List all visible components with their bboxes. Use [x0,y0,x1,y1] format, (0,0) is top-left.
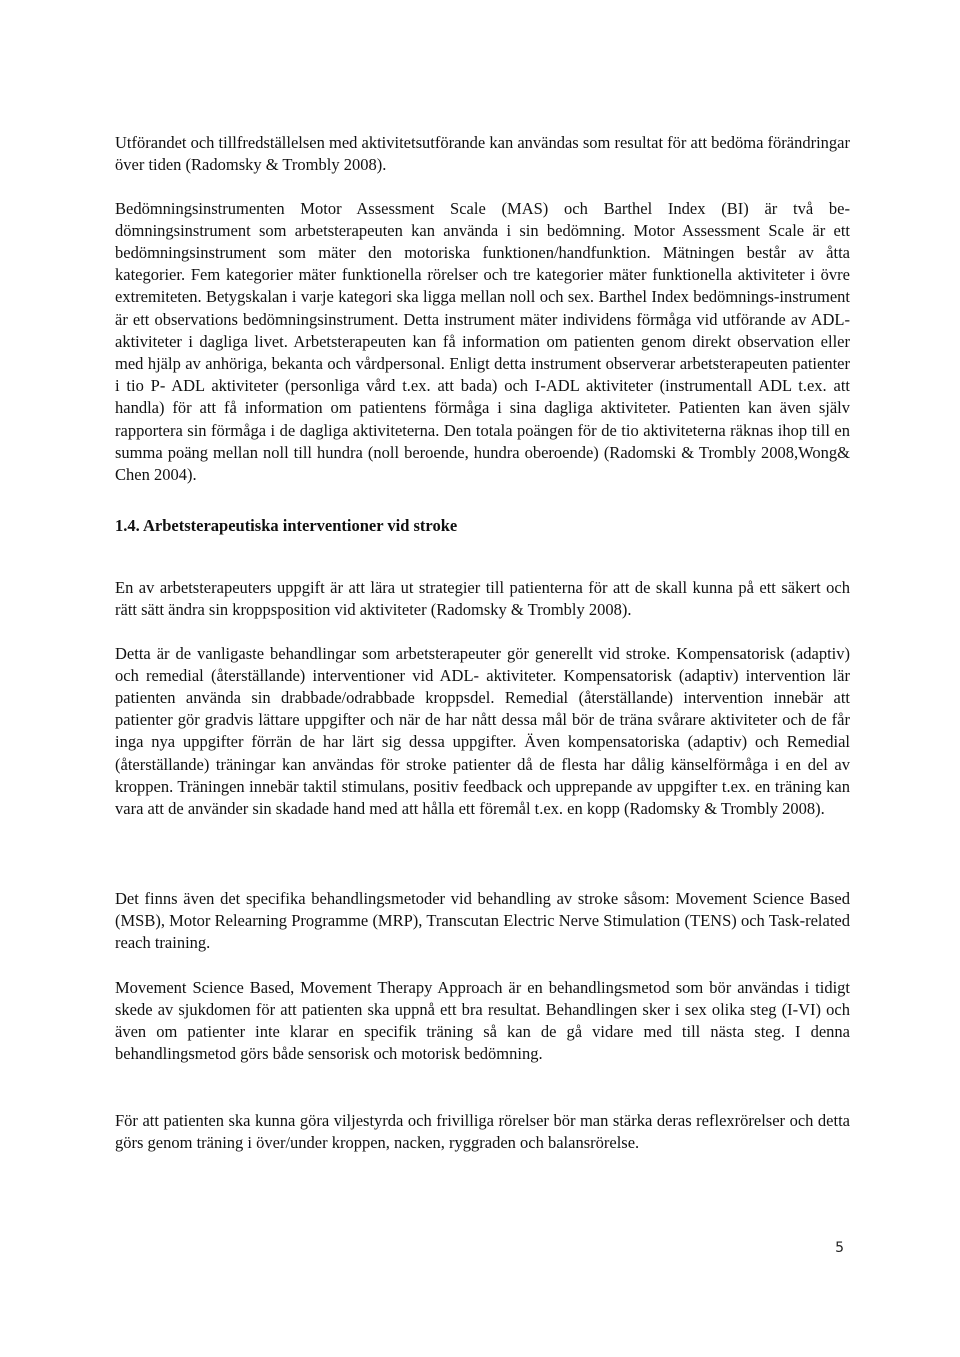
paragraph-specific-methods: Det finns även det specifika behandlingsmetoder vid behandling av stroke såsom: Movement Science Based (MSB), Motor Relearning Programme (MRP), Transcutan Electric Nerve Stimulation (TENS) och Task-related reach training. [115,888,850,952]
paragraph-assessment-instruments: Bedömningsinstrumenten Motor Assessment Scale (MAS) och Barthel Index (BI) är två bedömningsinstrument som arbetsterapeuten kan använda i sin bedömning. Motor Assessment Scale är ett bedömningsinstrument som mäter den motoriska funktionen/handfunktion. Mätningen består av åtta kategorier. Fem kategorier mäter funktionella rörelser och tre kategorier mäter funktionella aktiviteter i övre extremiteten. Betygskalan i varje kategori ska ligga mellan noll och sex. Barthel Index bedömnings-instrument är ett observations bedömningsinstrument. Detta instrument mäter individens förmåga vid utförande av ADL- aktiviteter i dagliga livet. Arbetsterapeuten kan få information om patienten genom direkt observation eller med hjälp av anhöriga, bekanta och vårdpersonal. Enligt detta instrument observerar arbetsterapeuten patienter i tio P- ADL aktiviteter (personliga vård t.ex. att bada) och I-ADL aktiviteter (instrumentall ADL t.ex. att handla) för att få information om patientens förmåga i sina dagliga aktiviteter. Patienten kan även själv rapportera sin förmåga i de dagliga aktiviteterna. Den totala poängen för de tio aktiviteterna räknas ihop till en summa poäng mellan noll till hundra (noll beroende, hundra oberoende) (Radomski & Trombly 2008,Wong& Chen 2004). [115,198,850,484]
paragraph-common-treatments: Detta är de vanligaste behandlingar som arbetsterapeuter gör generellt vid stroke. Kompensatorisk (adaptiv) och remedial (återställande) interventioner vid ADL- aktiviteter. Kompensatorisk (adaptiv) intervention lär patienten använda sin drabbade/odrabbade kroppsdel. Remedial (återställande) intervention innebär att patienter gör gradvis lättare uppgifter och när de har nått dessa mål bör de träna svårare aktiviteter och de får inga nya uppgifter förrän de har lärt sig dessa uppgifter. Även kompensatoriska (adaptiv) och Remedial (återställande) träningar kan användas för stroke patienter då de flesta har dålig känselförmåga i en del av kroppen. Träningen innebär taktil stimulans, positiv feedback och upprepande av uppgifter t.ex. en träning kan vara att de använder sin skadade hand med att hålla ett föremål t.ex. en kopp (Radomsky & Trombly 2008). [115,643,850,818]
paragraph-movement-science-based: Movement Science Based, Movement Therapy Approach är en behandlingsmetod som bör användas i tidigt skede av sjukdomen för att patienten ska uppnå ett bra resultat. Behandlingen sker i sex olika steg (I-VI) och även om patienter inte klarar en specifik träning så kan de gå vidare med till nästa steg. I denna behandlingsmetod görs både sensorisk och motorisk bedömning. [115,977,850,1064]
paragraph-outcome-measures: Utförandet och tillfredställelsen med aktivitetsutförande kan användas som resultat för att bedöma förändringar över tiden (Radomsky & Trombly 2008). [115,132,850,174]
paragraph-strategies: En av arbetsterapeuters uppgift är att lära ut strategier till patienterna för att de skall kunna på ett säkert och rätt sätt ändra sin kroppsposition vid aktiviteter (Radomsky & Trombly 2008). [115,577,850,619]
section-heading: 1.4. Arbetsterapeutiska interventioner vid stroke [115,516,458,535]
paragraph-reflex-training: För att patienten ska kunna göra viljestyrda och frivilliga rörelser bör man stärka deras reflexrörelser och detta görs genom träning i över/under kroppen, nacken, ryggraden och balansrörelse. [115,1110,850,1152]
page-number: 5 [835,1240,844,1256]
